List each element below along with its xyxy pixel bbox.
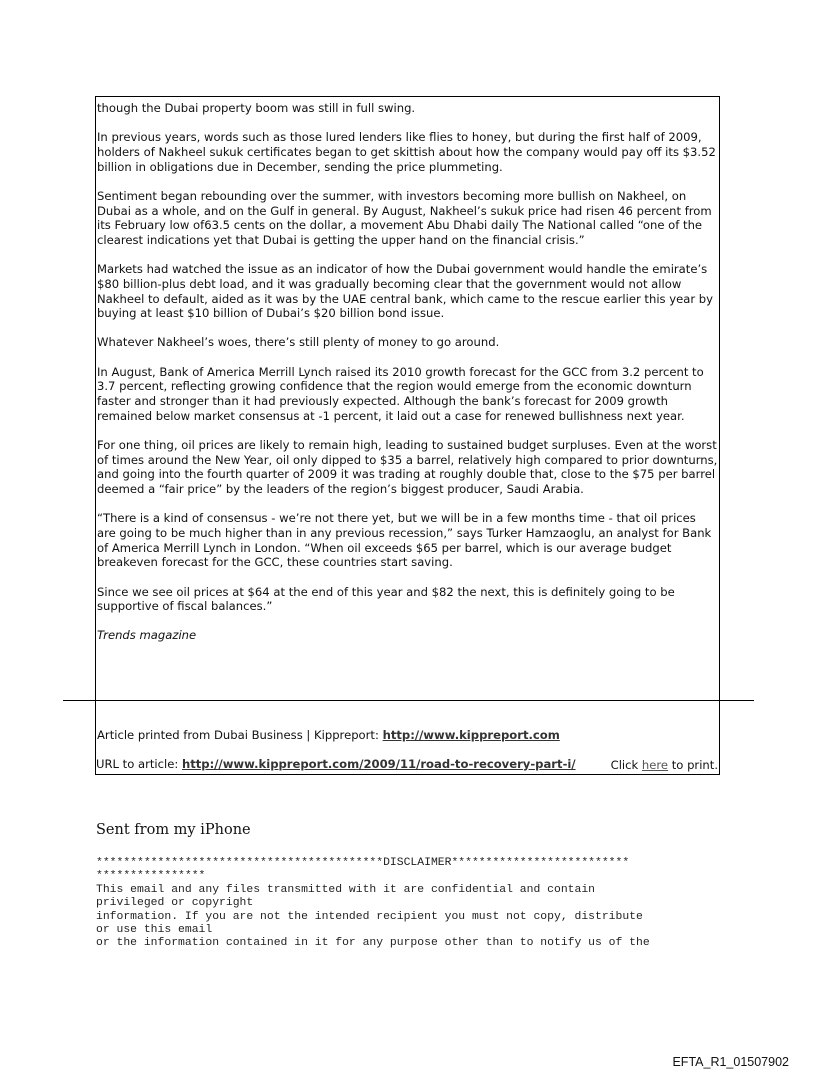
article-url-label: URL to article: — [96, 757, 182, 771]
disclaimer-line: ******************************************DISCLAIMER************************** — [96, 857, 630, 869]
disclaimer-line: or the information contained in it for any purpose other than to notify us of the — [96, 937, 650, 950]
click-suffix: to print. — [668, 758, 718, 772]
article-url-link[interactable]: http://www.kippreport.com/2009/11/road-to-recovery-part-i/ — [181, 757, 576, 771]
article-paragraph: In August, Bank of America Merrill Lynch raised its 2010 growth forecast for the GCC from 3.2 percent to 3.7 percent, reflecting growing confidence that the region would emerge from the economic downturn faster and stronger than it had previously expected. Although the bank’s forecast for 2009 growth remained below market consensus at -1 percent, it laid out a case for renewed bullishness next year. — [97, 364, 704, 423]
disclaimer-line: or use this email — [96, 924, 213, 937]
printed-from-label: Article printed from Dubai Business | Kippreport: — [97, 728, 383, 742]
article-body — [95, 96, 720, 700]
article-url-row — [96, 757, 576, 772]
printed-from-line — [97, 728, 560, 743]
kippreport-home-link[interactable]: http://www.kippreport.com — [382, 728, 560, 742]
click-to-print-line — [611, 758, 718, 773]
print-here-link[interactable]: here — [641, 758, 669, 772]
disclaimer-line: This email and any files transmitted with it are confidential and contain — [96, 883, 595, 896]
disclaimer-line: privileged or copyright — [96, 897, 254, 910]
click-prefix: Click — [610, 758, 642, 772]
article-paragraph: Since we see oil prices at $64 at the end of this year and $82 the next, this is definitely going to be supportive of fiscal balances.” — [97, 584, 675, 614]
article-paragraph: Sentiment began rebounding over the summer, with investors becoming more bullish on Nakheel, on Dubai as a whole, and on the Gulf in general. By August, Nakheel’s sukuk price had risen 46 percent from its February low of63.5 cents on the dollar, a movement Abu Dhabi daily The National called “one of the clearest indications yet that Dubai is getting the upper hand on the financial crisis.” — [97, 188, 712, 247]
disclaimer-line: **************** — [96, 870, 206, 883]
disclaimer-line: information. If you are not the intended recipient you must not copy, distribute — [96, 910, 643, 923]
article-paragraph: though the Dubai property boom was still in full swing. — [97, 101, 416, 115]
email-disclaimer — [96, 857, 736, 951]
sent-from-signature: Sent from my iPhone — [96, 822, 251, 838]
article-paragraph: “There is a kind of consensus - we’re not there yet, but we will be in a few months time - that oil prices are going to be much higher than in any previous recession,” says Turker Hamzaoglu, an analyst for Bank of America Merrill Lynch in London. “When oil exceeds $65 per barrel, which is our average budget breakeven forecast for the GCC, these countries start saving. — [97, 511, 712, 570]
article-paragraph: Markets had watched the issue as an indicator of how the Dubai government would handle the emirate’s $80 billion-plus debt load, and it was gradually becoming clear that the government would not allow Nakheel to default, aided as it was by the UAE central bank, which came to the rescue earlier this year by buying at least $10 billion of Dubai’s $20 billion bond issue. — [97, 262, 714, 321]
article-paragraph: Whatever Nakheel’s woes, there’s still plenty of money to go around. — [97, 335, 500, 350]
article-paragraph: For one thing, oil prices are likely to remain high, leading to sustained budget surpluses. Even at the worst of times around the New Year, oil only dipped to $35 a barrel, relatively high compared to prior downturns, and going into the fourth quarter of 2009 it was trading at roughly double that, close to the $75 per barrel deemed a “fair price” by the leaders of the region’s biggest producer, Saudi Arabia. — [97, 437, 718, 497]
document-id: EFTA_R1_01507902 — [672, 1055, 789, 1069]
article-paragraph: In previous years, words such as those lured lenders like flies to honey, but during the first half of 2009, holders of Nakheel sukuk certificates began to get skittish about how the company would pay off its $3.52 billion in obligations due in December, sending the price plummeting. — [97, 130, 716, 174]
article-source: Trends magazine — [97, 628, 197, 643]
